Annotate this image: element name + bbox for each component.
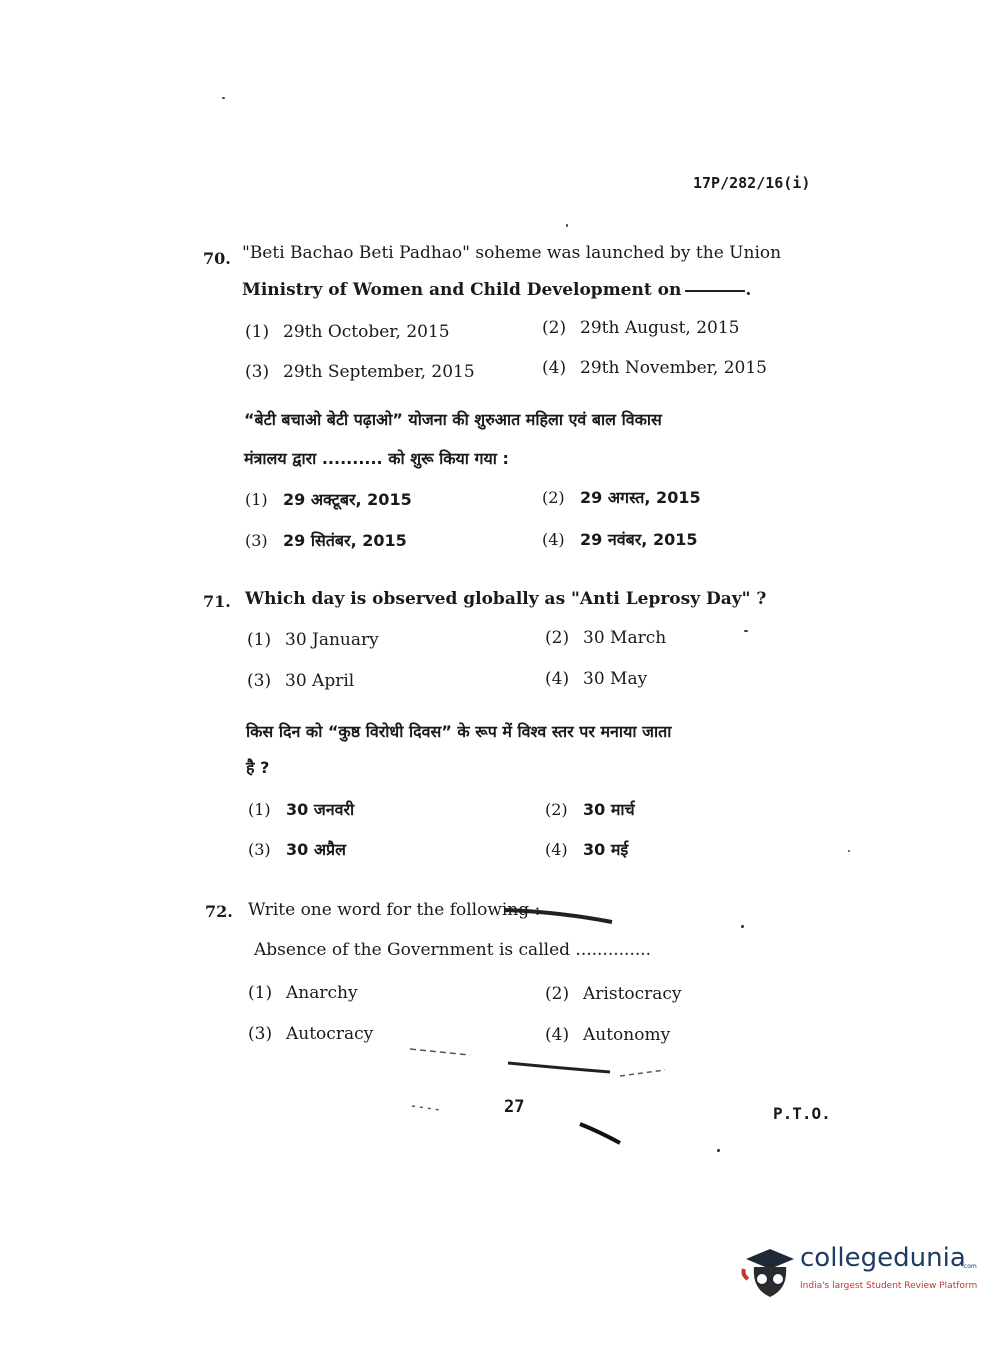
question-71-hindi-line1: किस दिन को “कुष्ठ विरोधी दिवस” के रूप में विश्व स्तर पर मनाया जाता — [246, 722, 672, 741]
option-text: 30 March — [583, 628, 667, 648]
collegedunia-watermark — [740, 1243, 978, 1313]
page-number: 27 — [504, 1097, 525, 1117]
speck — [566, 224, 568, 227]
option-text: Autocracy — [286, 1024, 374, 1044]
option-number: (4) — [545, 1025, 570, 1045]
option-text: 29th September, 2015 — [283, 362, 475, 382]
pen-stroke — [580, 1124, 620, 1143]
option-text: 30 May — [583, 669, 648, 689]
option-text: 29th August, 2015 — [580, 318, 740, 338]
option-text: Anarchy — [286, 983, 358, 1003]
speck — [741, 925, 744, 928]
option-number: (3) — [245, 531, 268, 550]
option-text: Autonomy — [583, 1025, 671, 1045]
option-number: (2) — [545, 628, 570, 648]
option-number: (4) — [545, 840, 568, 859]
question-70-hindi-line2: मंत्रालय द्वारा .......... को शुरू किया गया : — [244, 449, 509, 468]
pen-stroke — [505, 910, 612, 922]
option-text: 30 मार्च — [583, 800, 635, 819]
option-number: (1) — [247, 630, 272, 650]
question-71-number: 71. — [203, 592, 231, 611]
option-number: (3) — [248, 1024, 273, 1044]
option-number: (2) — [542, 488, 565, 507]
option-number: (1) — [245, 322, 270, 342]
option-number: (4) — [542, 358, 567, 378]
option-text: 29 अगस्त, 2015 — [580, 488, 701, 507]
option-text: 30 मई — [583, 840, 629, 859]
question-72-text-line1: Write one word for the following : — [248, 900, 541, 920]
option-number: (4) — [542, 530, 565, 549]
collegedunia-logo-icon — [740, 1245, 796, 1305]
pen-stroke — [620, 1070, 665, 1076]
option-text: 30 अप्रैल — [286, 840, 347, 859]
option-text: 29th November, 2015 — [580, 358, 767, 378]
paper-code: 17P/282/16(i) — [693, 174, 811, 192]
option-text: 30 April — [285, 671, 355, 691]
option-text: 30 January — [285, 630, 379, 650]
question-72-text-line2: Absence of the Government is called .............. — [254, 940, 652, 960]
option-number: (3) — [248, 840, 271, 859]
brand-suffix: .com — [962, 1263, 977, 1270]
pen-stroke — [410, 1049, 470, 1055]
question-70-text-line1: "Beti Bachao Beti Padhao" soheme was launched by the Union — [242, 243, 782, 263]
option-text: 29 नवंबर, 2015 — [580, 530, 698, 549]
speck — [744, 630, 748, 632]
option-number: (1) — [248, 800, 271, 819]
option-number: (2) — [545, 800, 568, 819]
option-number: (2) — [545, 984, 570, 1004]
speck — [222, 97, 225, 99]
option-number: (4) — [545, 669, 570, 689]
question-71-hindi-line2: है ? — [246, 758, 270, 777]
option-number: (2) — [542, 318, 567, 338]
brand-tagline: India's largest Student Review Platform — [800, 1281, 978, 1291]
option-text: 29th October, 2015 — [283, 322, 450, 342]
option-text: 29 सितंबर, 2015 — [283, 531, 407, 550]
pto-label: P.T.O. — [773, 1104, 831, 1123]
brand-name: collegedunia — [800, 1243, 966, 1273]
option-number: (1) — [248, 983, 273, 1003]
question-71-text: Which day is observed globally as "Anti Leprosy Day" ? — [245, 589, 767, 609]
question-70-text-line2: Ministry of Women and Child Development on . — [242, 280, 752, 300]
option-number: (3) — [245, 362, 270, 382]
option-number: (3) — [247, 671, 272, 691]
option-text: 29 अक्टूबर, 2015 — [283, 490, 412, 509]
speck — [717, 1149, 720, 1152]
option-text: 30 जनवरी — [286, 800, 355, 819]
pen-stroke — [508, 1063, 610, 1072]
question-70-number: 70. — [203, 249, 231, 268]
option-number: (1) — [245, 490, 268, 509]
pen-stroke — [412, 1106, 440, 1110]
speck — [848, 850, 850, 852]
question-72-number: 72. — [205, 902, 233, 921]
question-70-text-line2-content: Ministry of Women and Child Development on — [242, 280, 682, 300]
question-70-hindi-line1: “बेटी बचाओ बेटी पढ़ाओ” योजना की शुरुआत महिला एवं बाल विकास — [244, 410, 662, 429]
option-text: Aristocracy — [583, 984, 682, 1004]
